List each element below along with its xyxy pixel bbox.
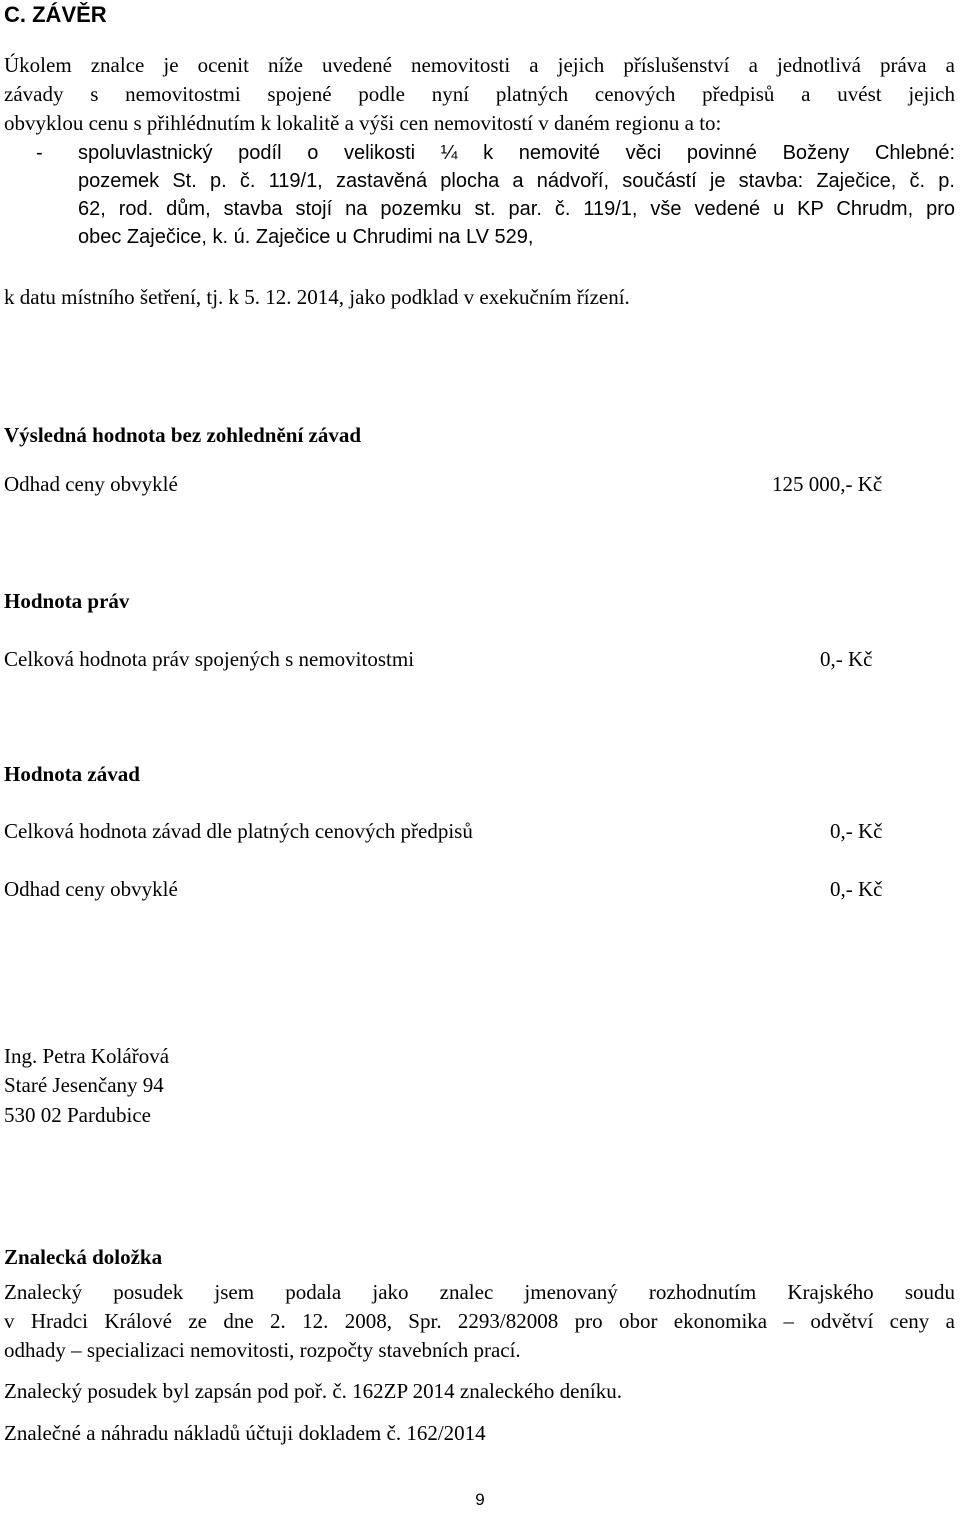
clause-fees: Znalečné a náhradu nákladů účtuji dokladem č. 162/2014 <box>4 1421 486 1445</box>
defects-value-1: 0,- Kč <box>830 819 883 843</box>
result-title: Výsledná hodnota bez zohlednění závad <box>4 423 362 447</box>
intro-line-1: Úkolem znalce je ocenit níže uvedené nemovitosti a jejich příslušenství a jednotlivá práva a <box>4 53 955 77</box>
author-city: 530 02 Pardubice <box>4 1103 151 1127</box>
clause-line-1: Znalecký posudek jsem podala jako znalec jmenovaný rozhodnutím Krajského soudu <box>4 1280 955 1304</box>
intro-line-3: obvyklou cenu s přihlédnutím k lokalitě a výši cen nemovitostí v daném regionu a to: <box>4 111 722 135</box>
intro-line-2: závady s nemovitostmi spojené podle nyní platných cenových předpisů a uvést jejich <box>4 82 955 106</box>
bullet-line-4: obec Zaječice, k. ú. Zaječice u Chrudimi na LV 529, <box>78 226 534 248</box>
rights-label: Celková hodnota práv spojených s nemovitostmi <box>4 647 415 671</box>
page-number: 9 <box>475 1490 485 1509</box>
author-name: Ing. Petra Kolářová <box>4 1044 170 1068</box>
clause-registry: Znalecký posudek byl zapsán pod poř. č. 162ZP 2014 znaleckého deníku. <box>4 1379 622 1403</box>
clause-line-3: odhady – specializaci nemovitosti, rozpočty stavebních prací. <box>4 1338 521 1362</box>
section-heading: C. ZÁVĚR <box>4 2 107 27</box>
defects-value-2: 0,- Kč <box>830 877 883 901</box>
bullet-line-3: 62, rod. dům, stavba stojí na pozemku st. par. č. 119/1, vše vedené u KP Chrudm, pro <box>78 198 955 220</box>
bullet-line-2: pozemek St. p. č. 119/1, zastavěná plocha a nádvoří, součástí je stavba: Zaječice, č. p. <box>78 170 955 192</box>
result-label: Odhad ceny obvyklé <box>4 472 178 496</box>
rights-value: 0,- Kč <box>820 647 873 671</box>
result-value: 125 000,- Kč <box>772 472 883 496</box>
defects-label-2: Odhad ceny obvyklé <box>4 877 178 901</box>
author-street: Staré Jesenčany 94 <box>4 1073 164 1097</box>
defects-title: Hodnota závad <box>4 762 140 786</box>
rights-title: Hodnota práv <box>4 589 130 613</box>
bullet-dash: - <box>36 142 43 164</box>
clause-title: Znalecká doložka <box>4 1245 163 1269</box>
defects-label-1: Celková hodnota závad dle platných cenových předpisů <box>4 819 473 843</box>
bullet-line-1: spoluvlastnický podíl o velikosti ¼ k nemovité věci povinné Boženy Chlebné: <box>78 142 955 164</box>
date-line: k datu místního šetření, tj. k 5. 12. 2014, jako podklad v exekučním řízení. <box>4 285 630 309</box>
clause-line-2: v Hradci Králové ze dne 2. 12. 2008, Spr. 2293/82008 pro obor ekonomika – odvětví ceny a <box>4 1309 955 1333</box>
